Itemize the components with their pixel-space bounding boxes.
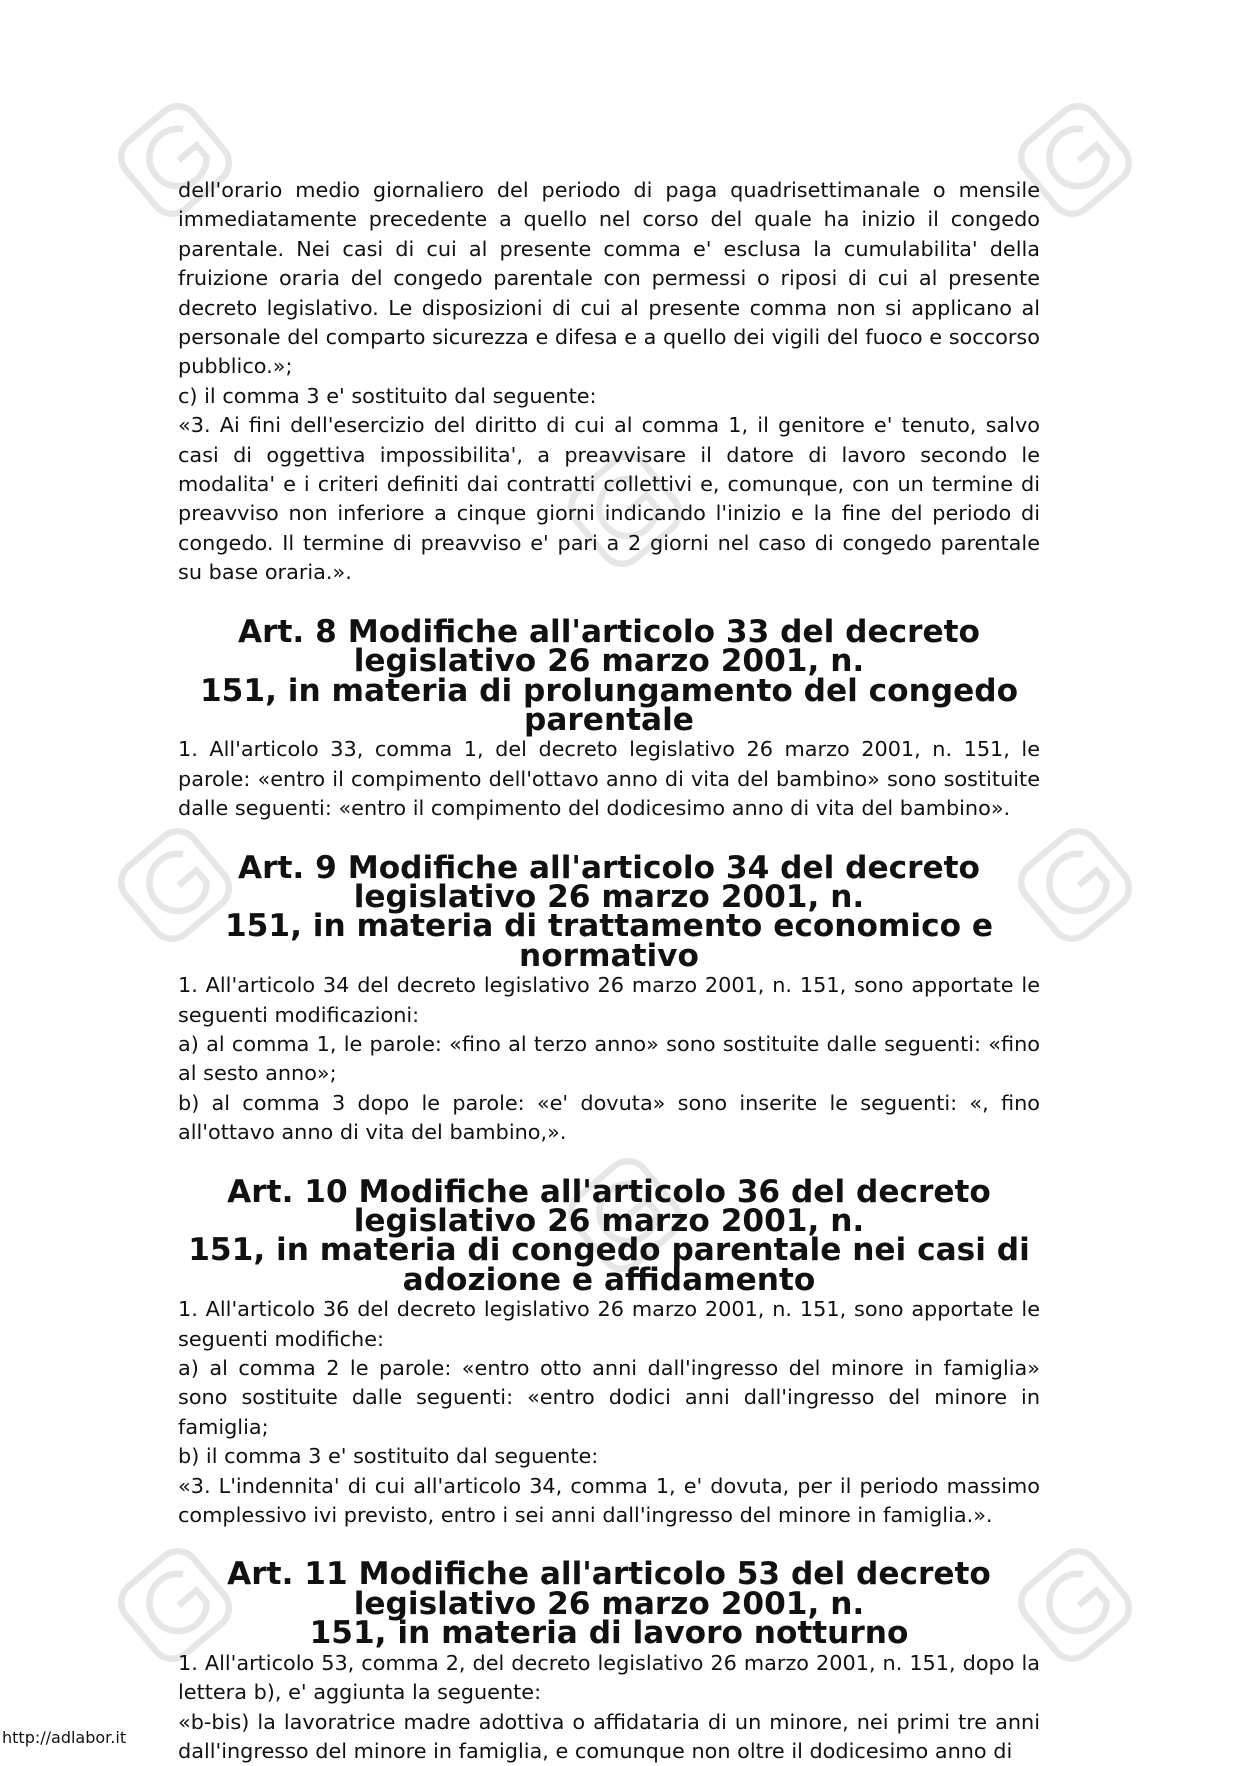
article-10 [178, 1178, 1040, 1531]
article-9 [178, 854, 1040, 1148]
intro-section [178, 176, 1040, 588]
article-8 [178, 618, 1040, 824]
article-heading-line: Art. 11 Modifiche all'articolo 53 del decreto legislativo 26 marzo 2001, n. [227, 1556, 991, 1621]
article-heading-line: Art. 10 Modifiche all'articolo 36 del decreto legislativo 26 marzo 2001, n. [227, 1174, 991, 1239]
intro-paragraph: c) il comma 3 e' sostituito dal seguente: [178, 382, 1040, 411]
article-heading [178, 1178, 1040, 1296]
article-heading-line: Art. 9 Modifiche all'articolo 34 del decreto legislativo 26 marzo 2001, n. [238, 850, 980, 915]
intro-paragraph: «3. Ai fini dell'esercizio del diritto di cui al comma 1, il genitore e' tenuto, salvo casi di oggettiva impossibilita', a preavvisare il datore di lavoro secondo le modalita' e i criteri definiti dai contratti collettivi e, comunque, con un termine di preavviso non inferiore a cinque giorni indicando l'inizio e la fine del periodo di congedo. Il termine di preavviso e' pari a 2 giorni nel caso di congedo parentale su base oraria.». [178, 411, 1040, 587]
article-paragraph: a) al comma 1, le parole: «fino al terzo anno» sono sostituite dalle seguenti: «fino al sesto anno»; [178, 1030, 1040, 1089]
footer-url[interactable]: http://adlabor.it [2, 1728, 126, 1748]
article-paragraph: «3. L'indennita' di cui all'articolo 34, comma 1, e' dovuta, per il periodo massimo complessivo ivi previsto, entro i sei anni dall'ingresso del minore in famiglia.». [178, 1472, 1040, 1531]
article-paragraph: «b-bis) la lavoratrice madre adottiva o affidataria di un minore, nei primi tre anni dall'ingresso del minore in famiglia, e comunque non oltre il dodicesimo anno di [178, 1708, 1040, 1766]
intro-paragraph: dell'orario medio giornaliero del periodo di paga quadrisettimanale o mensile immediatamente precedente a quello nel corso del quale ha inizio il congedo parentale. Nei casi di cui al presente comma e' esclusa la cumulabilita' della fruizione oraria del congedo parentale con permessi o riposi di cui al presente decreto legislativo. Le disposizioni di cui al presente comma non si applicano al personale del comparto sicurezza e difesa e a quello dei vigili del fuoco e soccorso pubblico.»; [178, 176, 1040, 382]
article-heading [178, 1560, 1040, 1648]
article-heading-line: 151, in materia di lavoro notturno [310, 1615, 909, 1651]
article-heading-line: 151, in materia di prolungamento del congedo parentale [200, 673, 1018, 738]
article-heading [178, 618, 1040, 736]
document-body [178, 176, 1040, 1766]
article-paragraph: 1. All'articolo 53, comma 2, del decreto legislativo 26 marzo 2001, n. 151, dopo la lettera b), e' aggiunta la seguente: [178, 1649, 1040, 1708]
article-heading [178, 854, 1040, 972]
article-paragraph: 1. All'articolo 33, comma 1, del decreto legislativo 26 marzo 2001, n. 151, le parole: «entro il compimento dell'ottavo anno di vita del bambino» sono sostituite dalle seguenti: «entro il compimento del dodicesimo anno di vita del bambino». [178, 735, 1040, 823]
article-heading-line: 151, in materia di trattamento economico e normativo [225, 908, 993, 973]
article-paragraph: 1. All'articolo 36 del decreto legislativo 26 marzo 2001, n. 151, sono apportate le seguenti modifiche: [178, 1295, 1040, 1354]
article-heading-line: 151, in materia di congedo parentale nei casi di adozione e affidamento [188, 1232, 1030, 1297]
article-paragraph: b) al comma 3 dopo le parole: «e' dovuta» sono inserite le seguenti: «, fino all'ottavo anno di vita del bambino,». [178, 1089, 1040, 1148]
article-paragraph: a) al comma 2 le parole: «entro otto anni dall'ingresso del minore in famiglia» sono sostituite dalle seguenti: «entro dodici anni dall'ingresso del minore in famiglia; [178, 1354, 1040, 1442]
article-11 [178, 1560, 1040, 1766]
article-heading-line: Art. 8 Modifiche all'articolo 33 del decreto legislativo 26 marzo 2001, n. [238, 614, 980, 679]
article-paragraph: 1. All'articolo 34 del decreto legislativo 26 marzo 2001, n. 151, sono apportate le seguenti modificazioni: [178, 971, 1040, 1030]
article-paragraph: b) il comma 3 e' sostituito dal seguente: [178, 1442, 1040, 1471]
